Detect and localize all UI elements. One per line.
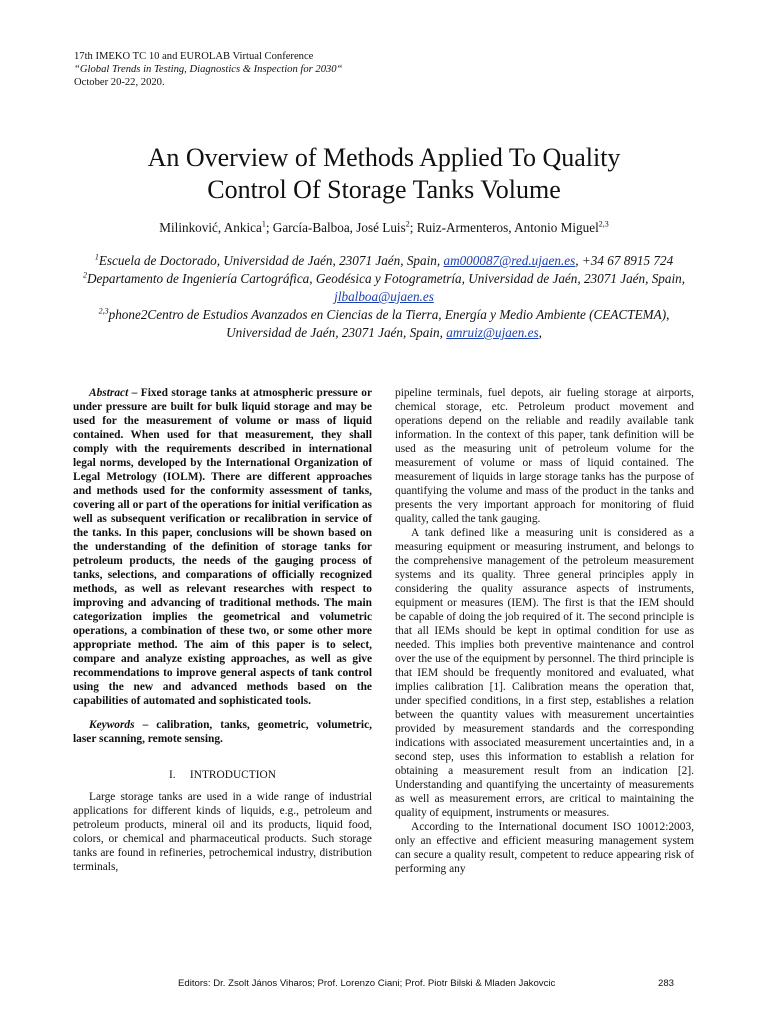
abstract-label: Abstract [89, 387, 129, 399]
author-3: ; Ruiz-Armenteros, Antonio Miguel [409, 220, 599, 235]
author-1: Milinković, Ankica [159, 220, 262, 235]
affiliation-2-marker: 2 [82, 270, 87, 280]
conference-theme: “Global Trends in Testing, Diagnostics & Inspection for 2030“ [74, 64, 343, 75]
author-2-affiliation: 2 [405, 219, 410, 229]
section-title: INTRODUCTION [189, 769, 276, 781]
affiliation-1 [68, 252, 700, 270]
abstract-text: Fixed storage tanks at atmospheric pressure or under pressure are built for bulk liquid storage and may be used for the measurement of volume or mass of liquid contained. When used for that measurement, they shall comply with the requirements described in international legal norms, developed by the International Organization of Legal Metrology (IOLM). There are different approaches and methods used for the conformity assessment of tanks, covering all or part of the operations for initial verification as well as subsequent verification or recalibration in service of the tanks. In this paper, conclusions will be shown based on the understanding of the definition of storage tanks for petroleum products, the needs of the gauging process of tanks, selections, and comparations of officially recognized methods, as well as relevant researches with respect to improving and advancing of traditional methods. The main categorization implies the geometrical and volumetric operations, a combination of these two, or some other more appropriate method. The aim of this paper is to select, compare and analyze existing approaches, as well as give recommendations to improve general aspects of tank control using the new and advanced methods based on the capabilities of automated and sophisticated tools. [73, 387, 372, 707]
affiliation-3-marker: 2,3 [98, 306, 109, 316]
right-paragraph-2: A tank defined like a measuring unit is considered as a measuring equipment or measuring instrument, and belongs to the comprehensive management of the petroleum measurement systems and its quality. Three general principles apply in considering the quality assurance aspects of instruments, equipment or measures (IEM). The first is that the IEM should be capable of doing the job required of it. The second principle is that all IEMs should be kept in optimal condition for use as needed. This implies both preventive maintenance and control over the use of the equipment by personnel. The third principle is that IEM should be frequently monitored and evaluated, what implies calibration [1]. Calibration means the operation that, under specified conditions, in a first step, establishes a relation between the quantity values with measurement uncertainties provided by measurement standards and the corresponding indications with associated measurement uncertainties and, in a second step, uses this information to establish a relation for obtaining a measurement result from an indication [2]. Understanding and quantifying the uncertainty of measurements as well as measurement errors, are critical to maintaining the quality of equipment, instruments or measures. [395, 527, 694, 819]
left-column [73, 386, 372, 874]
affiliation-1-phone: , +34 67 8915 724 [575, 253, 674, 268]
abstract-dash: – [128, 387, 141, 399]
affiliation-3 [68, 306, 700, 342]
right-column [395, 386, 694, 876]
title-line-2: Control Of Storage Tanks Volume [207, 175, 561, 204]
abstract [73, 386, 372, 708]
intro-paragraph-1: Large storage tanks are used in a wide range of industrial applications for different kinds of liquids, e.g., petroleum and petroleum products, mineral oil and its products, liquid food, colors, or chemical and pharmaceutical products. Such storage tanks are found in refineries, petrochemical industry, distribution terminals, [73, 791, 372, 873]
affiliation-3-email-link[interactable]: amruiz@ujaen.es [446, 325, 539, 340]
conference-header [74, 50, 343, 89]
keywords-label: Keywords [89, 719, 135, 731]
title-line-1: An Overview of Methods Applied To Quality [147, 143, 621, 172]
conference-dates: October 20-22, 2020. [74, 77, 165, 88]
section-heading-introduction [73, 768, 372, 782]
affiliation-2-text: Departamento de Ingeniería Cartográfica, Geodésica y Fotogrametría, Universidad de Jaén, 23071 Jaén, Spain, [86, 271, 686, 286]
keywords-dash: – [134, 719, 157, 731]
keywords [73, 718, 372, 746]
footer-editors: Editors: Dr. Zsolt János Viharos; Prof. Lorenzo Ciani; Prof. Piotr Bilski & Mladen Jakovcic [178, 978, 556, 989]
affiliation-2-email-link[interactable]: jlbalboa@ujaen.es [334, 289, 434, 304]
author-2: ; García-Balboa, José Luis [265, 220, 406, 235]
affiliation-2 [68, 270, 700, 306]
affiliation-1-marker: 1 [94, 252, 99, 262]
keywords-text: calibration, tanks, geometric, volumetric, laser scanning, remote sensing. [73, 719, 372, 745]
affiliation-1-email-link[interactable]: am000087@red.ujaen.es [443, 253, 576, 268]
affiliation-3-end: , [538, 325, 542, 340]
affiliations [68, 252, 700, 342]
author-3-affiliation: 2,3 [598, 219, 609, 229]
paper-title [60, 142, 708, 206]
affiliation-1-text: Escuela de Doctorado, Universidad de Jaén, 23071 Jaén, Spain, [98, 253, 444, 268]
author-list [60, 220, 708, 236]
author-1-affiliation: 1 [261, 219, 266, 229]
section-number: I. [169, 769, 176, 781]
right-paragraph-3: According to the International document ISO 10012:2003, only an effective and efficient measuring management system can secure a quality result, competent to reduce appearing risk of performing any [395, 821, 694, 875]
page-number: 283 [658, 978, 675, 989]
conference-name: 17th IMEKO TC 10 and EUROLAB Virtual Conference [74, 51, 314, 62]
right-paragraph-1: pipeline terminals, fuel depots, air fueling storage at airports, chemical storage, etc. Petroleum product movement and operations depend on the reliable and readily available tank information. In the context of this paper, tank definition will be used as the measuring unit of petroleum volume for the measurement of volume or mass of liquid contained. The measurement of liquids in large storage tanks has the purpose of quantifying the volume and mass of the product in the tanks and presents the very important approach for monitoring of fluid quality, called the tank gauging. [395, 387, 694, 525]
affiliation-3-text: phone2Centro de Estudios Avanzados en Ciencias de la Tierra, Energía y Medio Ambiente (CEACTEMA), Universidad de Jaén, 23071 Jaén, Spain, [108, 307, 670, 340]
